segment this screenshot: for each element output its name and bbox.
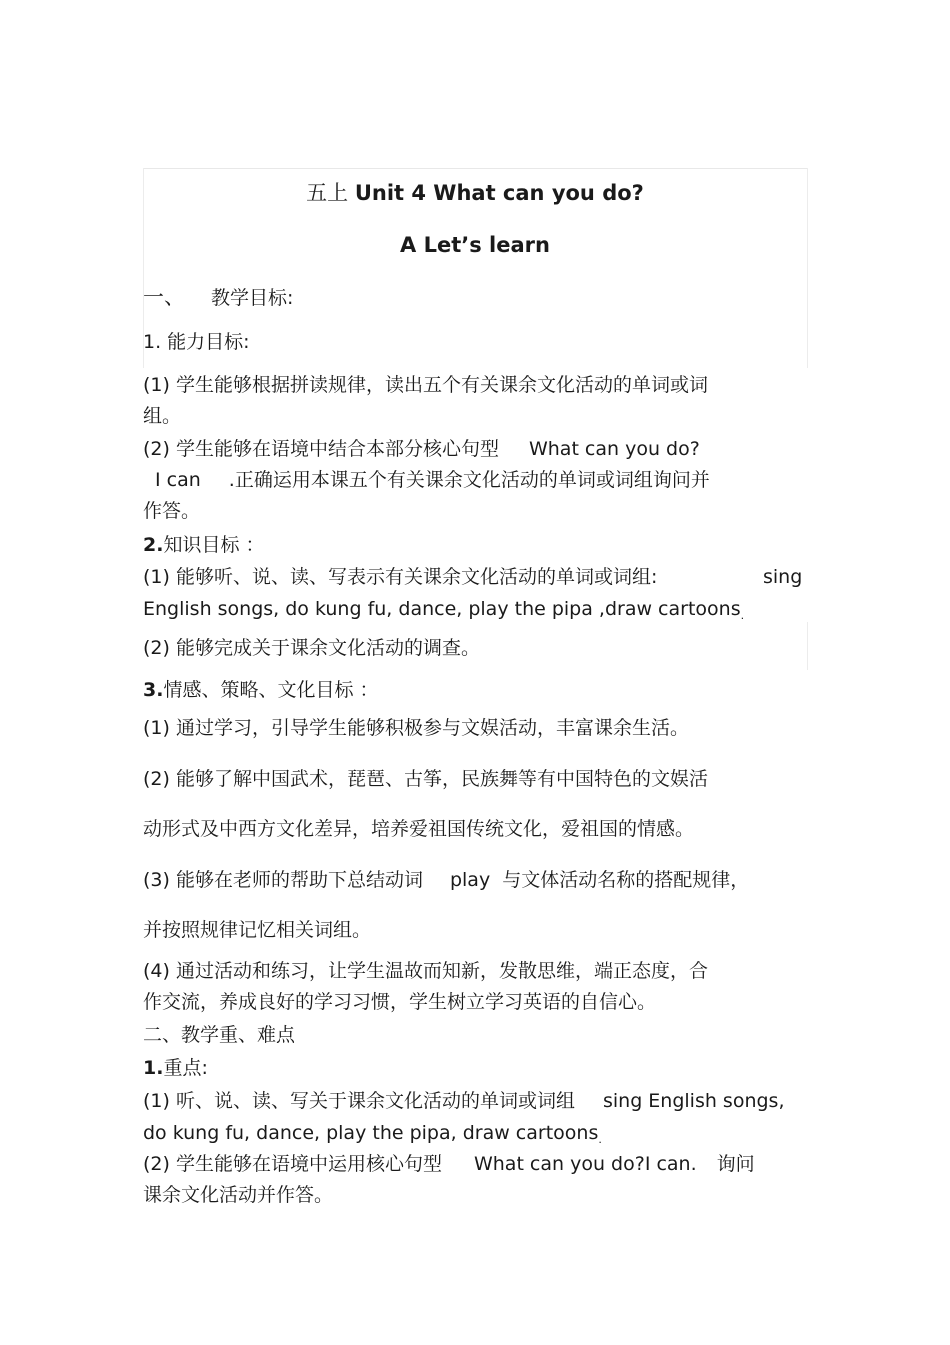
section-1-number: 一、 — [143, 285, 185, 309]
goal-1-item-2-en: What can you do? — [528, 438, 700, 460]
section-1-heading — [143, 285, 293, 310]
goal-1-item-2-cn: (2) 学生能够在语境中结合本部分核心句型 — [143, 438, 499, 460]
goal-2-item-1-cn: (1) 能够听、说、读、写表示有关课余文化活动的单词或词组: — [143, 566, 658, 588]
goal-1-item-1-line-1: (1) 学生能够根据拼读规律，读出五个有关课余文化活动的单词或词 — [143, 374, 708, 396]
key-1-item-1-cn: (1) 听、说、读、写关于课余文化活动的单词或词组 — [143, 1090, 575, 1112]
goal-2-heading — [143, 533, 265, 557]
goal-3-item-4-line-1: (4) 通过活动和练习，让学生温故而知新，发散思维，端正态度，合 — [143, 960, 708, 982]
section-2-heading: 二、教学重、难点 — [143, 1024, 296, 1046]
key-1-item-1-line-1 — [143, 1089, 785, 1113]
goal-2-item-1-line-1 — [143, 565, 657, 589]
goal-2-item-1-dot: . — [740, 609, 745, 622]
title-en: Unit 4 What can you do? — [354, 181, 644, 205]
title-cn: 五上 — [306, 181, 349, 205]
goal-2-number: 2. — [143, 534, 164, 556]
key-1-heading — [143, 1056, 208, 1080]
goal-3-label: 情感、策略、文化目标 ： — [163, 679, 379, 701]
frame-top-border — [143, 168, 808, 169]
goal-3-item-1: (1) 通过学习，引导学生能够积极参与文娱活动，丰富课余生活。 — [143, 717, 689, 739]
goal-3-item-2-line-1: (2) 能够了解中国武术，琵琶、古筝，民族舞等有中国特色的文娱活 — [143, 768, 708, 790]
section-1-label: 教学目标: — [211, 287, 294, 309]
goal-3-item-3-line-1 — [143, 868, 749, 892]
goal-1-item-2-line-2 — [155, 468, 710, 492]
goal-2-item-1-line-2 — [143, 597, 744, 628]
goal-2-label: 知识目标 ： — [163, 534, 265, 556]
goal-2-item-1-en: sing — [763, 566, 803, 588]
key-1-number: 1. — [143, 1057, 164, 1079]
page-title — [0, 181, 950, 205]
key-1-item-2-cn: (2) 学生能够在语境中运用核心句型 — [143, 1153, 442, 1175]
goal-3-item-3-cn-2: 与文体活动名称的搭配规律， — [502, 869, 750, 891]
goal-3-item-4-line-2: 作交流，养成良好的学习习惯，学生树立学习英语的自信心。 — [143, 991, 657, 1013]
goal-1-item-2-line-1 — [143, 437, 700, 461]
goal-3-item-2-line-2: 动形式及中西方文化差异，培养爱祖国传统文化，爱祖国的情感。 — [143, 818, 695, 840]
key-1-item-2-line-2: 课余文化活动并作答。 — [143, 1184, 334, 1206]
key-1-item-2-cn-2: 询问 — [716, 1153, 755, 1175]
goal-1-item-1-line-2: 组。 — [143, 405, 182, 427]
page-subtitle: A Let’s learn — [400, 233, 550, 257]
goal-1-item-2-cn-2: .正确运用本课五个有关课余文化活动的单词或词组询问并 — [228, 469, 710, 491]
goal-3-item-3-line-2: 并按照规律记忆相关词组。 — [143, 919, 372, 941]
key-1-item-2-line-1 — [143, 1152, 755, 1176]
goal-3-item-3-cn-1: (3) 能够在老师的帮助下总结动词 — [143, 869, 423, 891]
goal-1-heading: 1. 能力目标: — [143, 331, 250, 353]
goal-3-item-3-en: play — [449, 869, 491, 891]
key-1-label: 重点: — [163, 1057, 208, 1079]
key-1-item-1-words: do kung fu, dance, play the pipa, draw cartoons — [143, 1122, 599, 1144]
key-1-item-1-dot: . — [598, 1133, 602, 1146]
key-1-item-1-line-2 — [143, 1121, 602, 1152]
goal-2-item-1-words: English songs, do kung fu, dance, play the pipa ,draw cartoons — [143, 598, 741, 620]
goal-3-heading — [143, 678, 379, 702]
frame-right-border-lower — [807, 622, 808, 670]
key-1-item-2-en: What can you do?I can. — [473, 1153, 697, 1175]
goal-1-item-2-en-2: I can — [155, 469, 201, 491]
key-1-item-1-en: sing English songs, — [602, 1090, 785, 1112]
goal-3-number: 3. — [143, 679, 164, 701]
goal-2-item-2: (2) 能够完成关于课余文化活动的调查。 — [143, 637, 480, 659]
goal-1-item-2-line-3: 作答。 — [143, 500, 201, 522]
